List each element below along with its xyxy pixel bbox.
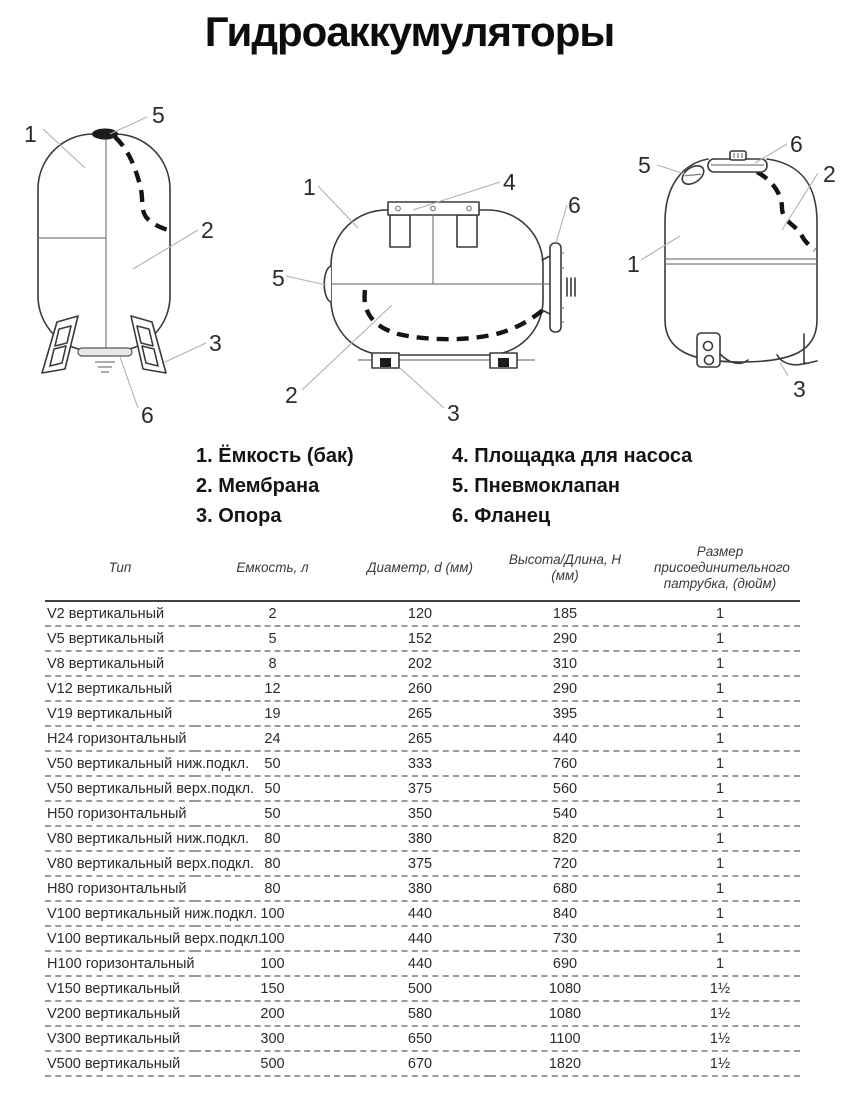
type-cell: V300 вертикальный <box>47 1030 181 1047</box>
table-row <box>45 676 800 701</box>
value-cell: 50 <box>264 805 281 822</box>
callout-5: 5 <box>638 152 651 178</box>
legend-item <box>196 441 354 471</box>
side-flange <box>550 243 561 332</box>
value-cell: 680 <box>552 880 578 897</box>
value-cell: 265 <box>407 730 433 747</box>
value-cell: 24 <box>264 730 281 747</box>
type-cell: H24 горизонтальный <box>47 730 187 747</box>
table-row <box>45 951 800 976</box>
callout-leaders <box>43 117 206 408</box>
value-cell: 1½ <box>709 1030 731 1047</box>
legend-item-number: 1. <box>196 445 213 467</box>
tank-weld-seam <box>665 259 817 264</box>
callout-2: 2 <box>285 382 298 408</box>
membrane-dashed-line <box>757 172 815 250</box>
table-row <box>45 1051 800 1076</box>
value-cell: 380 <box>407 830 433 847</box>
value-cell: 690 <box>552 955 578 972</box>
table-row <box>45 901 800 926</box>
value-cell: 1 <box>715 830 725 847</box>
callout-1: 1 <box>627 251 640 277</box>
table-row <box>45 851 800 876</box>
legend-item-number: 3. <box>196 505 213 527</box>
value-cell: 1080 <box>548 1005 582 1022</box>
value-cell: 730 <box>552 930 578 947</box>
type-cell: V200 вертикальный <box>47 1005 181 1022</box>
value-cell: 333 <box>407 755 433 772</box>
col-header-label: Высота/Длина, Н (мм) <box>508 552 622 583</box>
table-row <box>45 801 800 826</box>
value-cell: 440 <box>407 905 433 922</box>
type-cell: V150 вертикальный <box>47 980 181 997</box>
value-cell: 200 <box>260 1005 285 1022</box>
left-foot-pad <box>380 358 391 367</box>
value-cell: 1 <box>715 955 725 972</box>
value-cell: 375 <box>407 780 433 797</box>
value-cell: 100 <box>260 930 285 947</box>
value-cell: 1 <box>715 755 725 772</box>
callout-1: 1 <box>303 174 316 200</box>
value-cell: 310 <box>552 655 578 672</box>
legend-column-left <box>196 441 354 531</box>
callout-2: 2 <box>823 161 836 187</box>
membrane-dashed-line <box>365 290 543 339</box>
table-row <box>45 926 800 951</box>
value-cell: 2 <box>268 605 277 622</box>
right-leg-bracket <box>804 334 817 364</box>
type-cell: V100 вертикальный ниж.подкл. <box>47 905 258 922</box>
value-cell: 185 <box>552 605 578 622</box>
value-cell: 840 <box>552 905 578 922</box>
callout-3: 3 <box>447 400 460 426</box>
col-header-label: Емкость, л <box>236 560 309 576</box>
table-row <box>45 626 800 651</box>
col-header-label: Тип <box>108 560 132 576</box>
platform-left-leg <box>390 215 410 247</box>
legend-column-right <box>452 441 692 531</box>
spec-table-header <box>45 540 800 601</box>
value-cell: 1 <box>715 680 725 697</box>
value-cell: 350 <box>407 805 433 822</box>
air-valve <box>324 266 331 302</box>
table-row <box>45 826 800 851</box>
value-cell: 5 <box>268 630 277 647</box>
legend-item <box>196 501 354 531</box>
callout-leaders <box>641 144 818 376</box>
spec-table-body <box>45 601 800 1076</box>
type-cell: H50 горизонтальный <box>47 805 187 822</box>
type-cell: V5 вертикальный <box>47 630 165 647</box>
callout-5: 5 <box>272 265 285 291</box>
callout-1: 1 <box>24 121 37 147</box>
value-cell: 120 <box>407 605 433 622</box>
callout-2: 2 <box>201 217 214 243</box>
callout-6: 6 <box>141 402 154 428</box>
table-row <box>45 1026 800 1051</box>
air-valve-cap <box>92 129 118 140</box>
vertical-tank-diagram <box>15 105 245 435</box>
tank-body-outline <box>665 159 817 362</box>
value-cell: 300 <box>260 1030 285 1047</box>
value-cell: 440 <box>407 930 433 947</box>
legend-item <box>196 471 354 501</box>
value-cell: 560 <box>552 780 578 797</box>
value-cell: 580 <box>407 1005 433 1022</box>
legend-item-label: Опора <box>218 505 282 527</box>
value-cell: 720 <box>552 855 578 872</box>
legend-item-number: 6. <box>452 505 469 527</box>
value-cell: 380 <box>407 880 433 897</box>
value-cell: 1 <box>715 855 725 872</box>
legend-item-label: Пневмоклапан <box>474 475 620 497</box>
value-cell: 760 <box>552 755 578 772</box>
table-row <box>45 751 800 776</box>
value-cell: 1½ <box>709 1005 731 1022</box>
type-cell: V100 вертикальный верх.подкл. <box>47 930 263 947</box>
type-cell: V500 вертикальный <box>47 1055 181 1072</box>
vertical-tank-top-flange-diagram <box>612 110 843 405</box>
value-cell: 540 <box>552 805 578 822</box>
value-cell: 100 <box>260 905 285 922</box>
callout-4: 4 <box>503 169 516 195</box>
value-cell: 80 <box>264 855 281 872</box>
type-cell: H80 горизонтальный <box>47 880 187 897</box>
value-cell: 440 <box>552 730 578 747</box>
spec-table <box>45 540 800 1077</box>
col-header-connection-size <box>640 540 800 601</box>
legend-item <box>452 471 692 501</box>
value-cell: 80 <box>264 880 281 897</box>
table-row <box>45 701 800 726</box>
legend-item-label: Фланец <box>474 505 551 527</box>
value-cell: 650 <box>407 1030 433 1047</box>
value-cell: 50 <box>264 755 281 772</box>
bottom-flange <box>78 348 132 356</box>
right-foot-pad <box>498 358 509 367</box>
legend-item <box>452 501 692 531</box>
value-cell: 375 <box>407 855 433 872</box>
value-cell: 19 <box>264 705 281 722</box>
legend-item-label: Ёмкость (бак) <box>218 445 354 467</box>
legend-item-number: 5. <box>452 475 469 497</box>
table-row <box>45 976 800 1001</box>
type-cell: V80 вертикальный ниж.подкл. <box>47 830 250 847</box>
col-header-label: Размер присоединительного патрубка, (дюйм) <box>654 544 790 591</box>
value-cell: 1 <box>715 605 725 622</box>
value-cell: 100 <box>260 955 285 972</box>
table-row <box>45 651 800 676</box>
callout-6: 6 <box>790 131 803 157</box>
legend-item-label: Площадка для насоса <box>474 445 693 467</box>
membrane-dashed-line <box>115 137 168 230</box>
horizontal-tank-diagram <box>250 150 600 435</box>
col-header-diameter <box>350 540 490 601</box>
type-cell: V8 вертикальный <box>47 655 165 672</box>
value-cell: 820 <box>552 830 578 847</box>
type-cell: V12 вертикальный <box>47 680 173 697</box>
table-row <box>45 876 800 901</box>
legend-item-number: 2. <box>196 475 213 497</box>
value-cell: 8 <box>268 655 277 672</box>
value-cell: 1 <box>715 780 725 797</box>
value-cell: 1100 <box>549 1030 581 1047</box>
value-cell: 290 <box>552 630 578 647</box>
col-header-type <box>45 540 195 601</box>
value-cell: 290 <box>552 680 578 697</box>
table-row <box>45 601 800 626</box>
value-cell: 1½ <box>709 980 731 997</box>
value-cell: 150 <box>260 980 285 997</box>
value-cell: 1820 <box>548 1055 582 1072</box>
platform-right-leg <box>457 215 477 247</box>
table-row <box>45 1001 800 1026</box>
col-header-height <box>490 540 640 601</box>
col-header-label: Диаметр, d (мм) <box>367 560 473 576</box>
flange-hatch <box>95 362 115 372</box>
tank-body-outline <box>38 134 170 351</box>
value-cell: 1 <box>715 930 725 947</box>
value-cell: 500 <box>407 980 433 997</box>
value-cell: 500 <box>260 1055 285 1072</box>
type-cell: V19 вертикальный <box>47 705 173 722</box>
value-cell: 1 <box>715 630 725 647</box>
type-cell: V50 вертикальный ниж.подкл. <box>47 755 250 772</box>
callout-3: 3 <box>209 330 222 356</box>
value-cell: 1 <box>715 805 725 822</box>
type-cell: V80 вертикальный верх.подкл. <box>47 855 255 872</box>
callout-5: 5 <box>152 105 165 128</box>
value-cell: 1 <box>715 705 725 722</box>
table-row <box>45 776 800 801</box>
callout-6: 6 <box>568 192 581 218</box>
col-header-capacity <box>195 540 350 601</box>
value-cell: 1 <box>715 730 725 747</box>
value-cell: 395 <box>552 705 578 722</box>
value-cell: 152 <box>407 630 433 647</box>
value-cell: 202 <box>407 655 433 672</box>
legend-item <box>452 441 692 471</box>
value-cell: 440 <box>407 955 433 972</box>
value-cell: 1 <box>715 880 725 897</box>
type-cell: H100 горизонтальный <box>47 955 195 972</box>
flange-pipe-hatch <box>567 278 575 296</box>
value-cell: 670 <box>407 1055 433 1072</box>
table-row <box>45 726 800 751</box>
legend-item-label: Мембрана <box>218 475 320 497</box>
type-cell: V50 вертикальный верх.подкл. <box>47 780 255 797</box>
value-cell: 1080 <box>548 980 582 997</box>
legend-item-number: 4. <box>452 445 469 467</box>
value-cell: 1 <box>715 655 725 672</box>
value-cell: 1 <box>715 905 725 922</box>
callout-3: 3 <box>793 376 806 402</box>
value-cell: 1½ <box>709 1055 731 1072</box>
value-cell: 265 <box>407 705 433 722</box>
page-title: Гидроаккумуляторы <box>204 8 615 55</box>
value-cell: 260 <box>407 680 433 697</box>
value-cell: 80 <box>264 830 281 847</box>
air-valve <box>679 162 707 188</box>
type-cell: V2 вертикальный <box>47 605 165 622</box>
value-cell: 12 <box>264 680 281 697</box>
value-cell: 50 <box>264 780 281 797</box>
